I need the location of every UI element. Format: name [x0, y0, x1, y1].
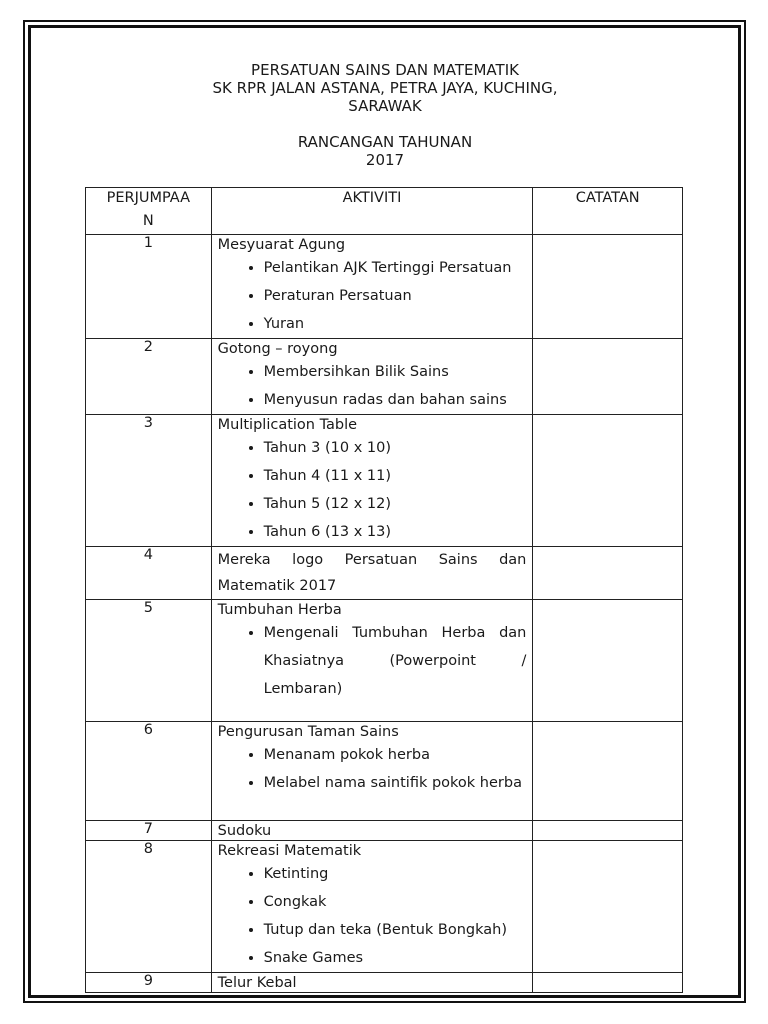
meeting-number: 6: [86, 722, 212, 821]
activity-list-item: • Peraturan Persatuan: [264, 282, 527, 310]
notes-cell: [533, 821, 683, 841]
activity-list-item: • Mengenali Tumbuhan Herba dan Khasiatnya (Powerpoint / Lembaran): [264, 619, 527, 703]
activity-list-item: • Tahun 4 (11 x 11): [264, 462, 527, 490]
activity-cell: [211, 841, 533, 973]
table-row: [86, 821, 683, 841]
meeting-number: 9: [86, 973, 212, 993]
activity-cell: [211, 415, 533, 547]
activity-list-item: • Pelantikan AJK Tertinggi Persatuan: [264, 254, 527, 282]
activity-title: Gotong – royong: [217, 341, 338, 357]
column-header-meeting-line2: N: [142, 213, 154, 229]
activity-list-item: • Membersihkan Bilik Sains: [264, 358, 527, 386]
activity-list: [218, 741, 527, 797]
meeting-number: 7: [86, 821, 212, 841]
activity-title: Rekreasi Matematik: [217, 843, 362, 859]
column-header-notes: CATATAN: [533, 188, 683, 235]
header-plan-title: RANCANGAN TAHUNAN: [297, 133, 473, 151]
meeting-number: 3: [86, 415, 212, 547]
activity-title: Tumbuhan Herba: [217, 602, 342, 618]
column-header-meeting: [86, 188, 212, 235]
activity-list-item: • Snake Games: [264, 944, 527, 972]
activity-list: [218, 619, 527, 703]
notes-cell: [533, 415, 683, 547]
activity-list-item: • Tahun 6 (13 x 13): [264, 518, 527, 546]
table-row: [86, 415, 683, 547]
notes-cell: [533, 547, 683, 600]
meeting-number: 2: [86, 339, 212, 415]
activity-list-item: • Congkak: [264, 888, 527, 916]
header-year: 2017: [365, 151, 405, 169]
notes-cell: [533, 973, 683, 993]
meeting-number: 1: [86, 235, 212, 339]
column-header-meeting-line1: PERJUMPAA: [106, 190, 191, 206]
activity-title: Pengurusan Taman Sains: [217, 724, 399, 740]
meeting-number: 8: [86, 841, 212, 973]
activity-list-item: • Menanam pokok herba: [264, 741, 527, 769]
column-header-activity: AKTIVITI: [211, 188, 533, 235]
activity-table: [85, 187, 683, 993]
activity-cell: [211, 722, 533, 821]
activity-title: Mereka logo Persatuan Sains dan Matematik 2017: [217, 552, 527, 594]
notes-cell: [533, 339, 683, 415]
table-row: [86, 547, 683, 600]
notes-cell: [533, 235, 683, 339]
notes-cell: [533, 841, 683, 973]
table-row: [86, 722, 683, 821]
meeting-number: 4: [86, 547, 212, 600]
activity-list-item: • Tahun 5 (12 x 12): [264, 490, 527, 518]
header-state: SARAWAK: [348, 97, 422, 115]
activity-cell: [211, 339, 533, 415]
activity-list-item: • Ketinting: [264, 860, 527, 888]
activity-list-item: • Melabel nama saintifik pokok herba: [264, 769, 527, 797]
activity-cell: [211, 821, 533, 841]
activity-title: Sudoku: [217, 823, 272, 839]
activity-list: [218, 254, 527, 338]
document-header: [60, 61, 710, 169]
activity-list-item: • Yuran: [264, 310, 527, 338]
header-school-name: SK RPR JALAN ASTANA, PETRA JAYA, KUCHING,: [212, 79, 558, 97]
meeting-number: 5: [86, 600, 212, 722]
activity-title: Mesyuarat Agung: [217, 237, 346, 253]
table-row: [86, 339, 683, 415]
table-row: [86, 973, 683, 993]
activity-title: Multiplication Table: [217, 417, 358, 433]
activity-cell: [211, 973, 533, 993]
table-row: [86, 600, 683, 722]
table-header-row: [86, 188, 683, 235]
activity-list: [218, 358, 527, 414]
activity-list-item: • Tahun 3 (10 x 10): [264, 434, 527, 462]
activity-list-item: • Menyusun radas dan bahan sains: [264, 386, 527, 414]
activity-cell: [211, 600, 533, 722]
activity-title: Telur Kebal: [217, 975, 297, 991]
activity-cell: [211, 235, 533, 339]
table-row: [86, 841, 683, 973]
activity-cell: [211, 547, 533, 600]
notes-cell: [533, 600, 683, 722]
table-row: [86, 235, 683, 339]
notes-cell: [533, 722, 683, 821]
activity-list: [218, 434, 527, 546]
activity-list-item: • Tutup dan teka (Bentuk Bongkah): [264, 916, 527, 944]
activity-list: [218, 860, 527, 972]
header-org-name: PERSATUAN SAINS DAN MATEMATIK: [251, 61, 519, 79]
